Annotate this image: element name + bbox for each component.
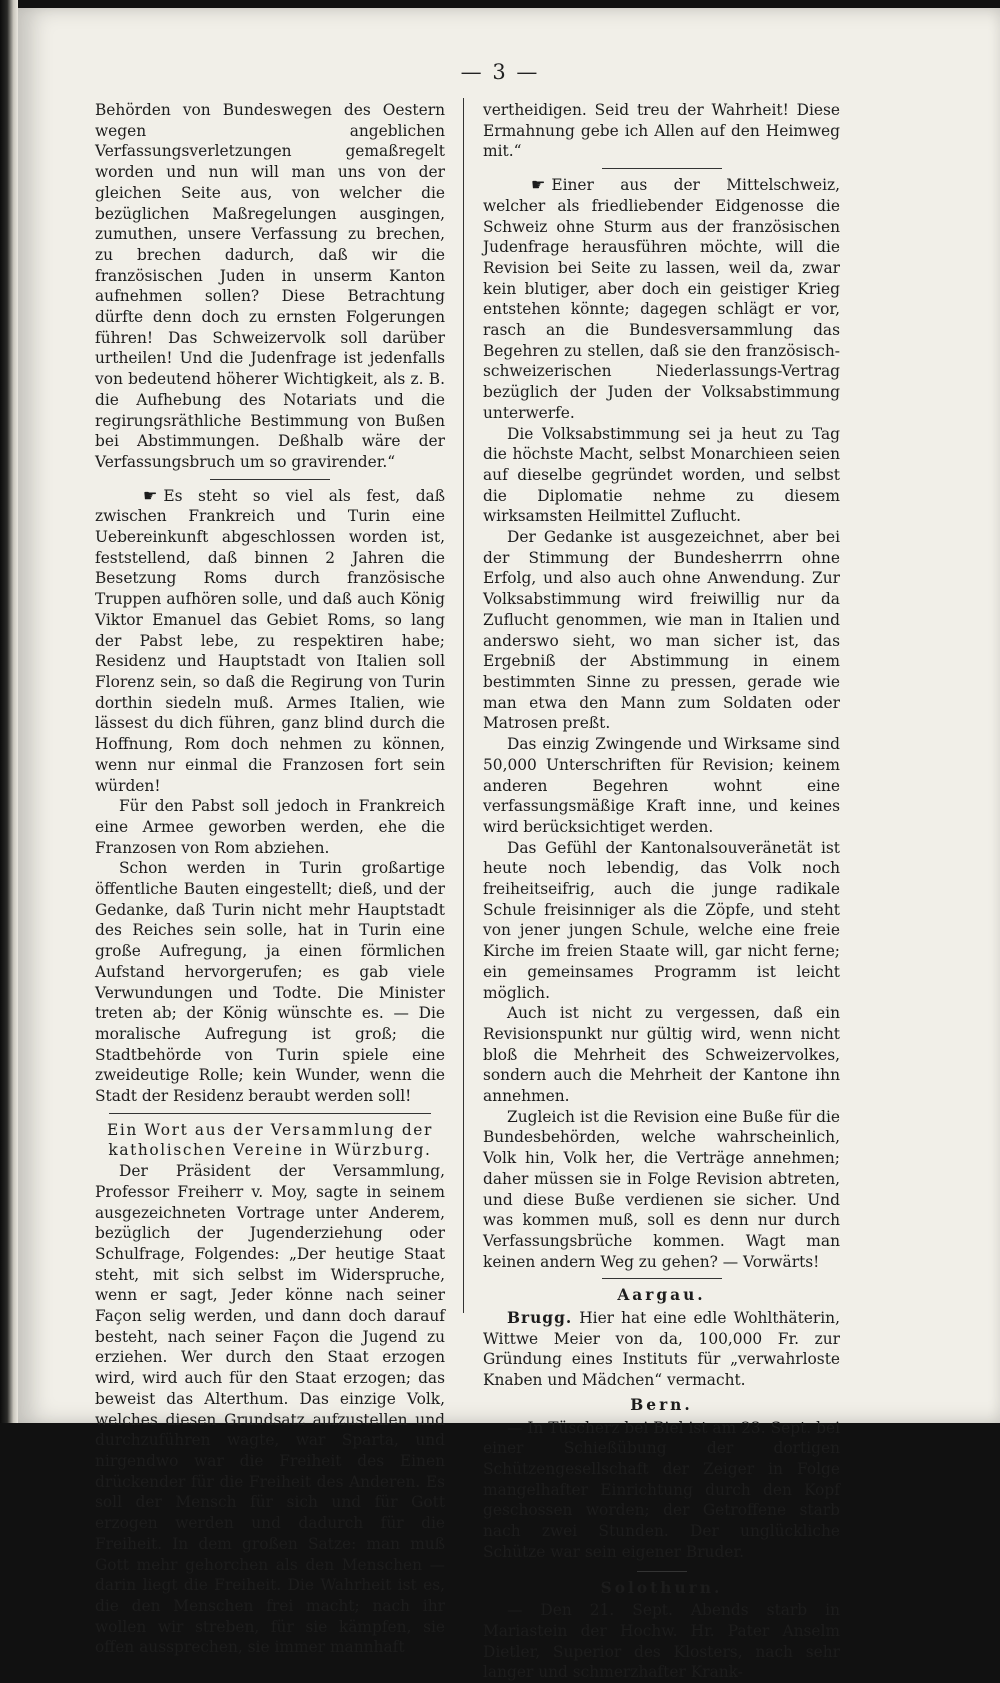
- left-paragraph-1: Behörden von Bundeswegen des Oestern wegen angeblichen Verfassungsverletzungen gemaßregelt worden und nun will man uns von der gleichen Seite aus, von welcher die bezüglichen Maßregelungen ausgingen, zumuthen, unsere Verfassung zu brechen, zu brechen dadurch, daß wir die französischen Juden in unserm Kanton aufnehmen sollen? Diese Betrachtung dürfte denn doch zu ernsten Folgerungen führen! Das Schweizervolk soll darüber urtheilen! Und die Judenfrage ist jedenfalls von bedeutend höherer Wichtigkeit, als z. B. die Aufhebung des Notariats und die regirungsräthliche Bestimmung von Bußen bei Abstimmungen. Deßhalb wäre der Verfassungsbruch um so gravirender.“: [95, 101, 445, 471]
- article-heading-line-2: katholischen Vereine in Würzburg.: [108, 1141, 432, 1160]
- left-paragraph-5: Der Präsident der Versammlung, Professor Freiherr v. Moy, sagte in seinem ausgezeichneten Vortrage unter Anderem, bezüglich der Jugenderziehung oder Schulfrage, Folgendes: „Der heutige Staat steht, mit sich selbst im Widerspruche, wenn er sagt, Jeder könne nach seiner Façon selig werden, und dann doch darauf besteht, nach seiner Façon die Jugend zu erziehen. Wer durch den Staat erzogen wird, wird auch für den Staat erzogen; das beweist das Alterthum. Das einzige Volk, welches diesen Grundsatz aufzustellen und durchzuführen wagte, war Sparta, und nirgendwo war die Freiheit des Einen drückender für die Freiheit des Anderen. Es soll der Mensch für sich und für Gott erzogen werden und dadurch für die Freiheit. In dem großen Satze: man muß Gott mehr gehorchen als den Menschen — darin liegt die Freiheit. Die Wahrheit ist es, die den Menschen frei macht; nach ihr wollen wir streben, für sie kämpfen, sie offen aussprechen, sie immer mannhaft: [95, 1162, 445, 1657]
- bern-paragraph: — In Tüscherz bei Biel ist am 23. Sept. bei einer Schießübung der dortigen Schützengesellschaft der Zeiger in Folge mangelhafter Einrichtung durch den Kopf geschossen worden; der Getroffene starb nach zwei Stunden. Der unglückliche Schütze war sein eigener Bruder.: [483, 1418, 840, 1561]
- column-divider: [463, 98, 464, 1313]
- right-paragraph-7: Auch ist nicht zu vergessen, daß ein Revisionspunkt nur gültig wird, wenn nicht bloß die Mehrheit des Schweizervolkes, sondern auch die Mehrheit der Kantone ihn annehmen.: [483, 1004, 840, 1106]
- right-column: [483, 100, 840, 1683]
- section-divider: [637, 1571, 687, 1572]
- right-paragraph-6: Das Gefühl der Kantonalsouveränetät ist heute noch lebendig, das Volk noch freiheitseifrig, auch die junge radikale Schule freisinniger als die Zöpfe, und steht von jener jungen Schule, welche eine freie Kirche im freien Staate will, gar nicht ferne; ein gemeinsames Programm ist leicht möglich.: [483, 838, 840, 1002]
- section-divider: [602, 168, 722, 169]
- left-paragraph-4: Schon werden in Turin großartige öffentliche Bauten eingestellt; dieß, und der Gedanke, daß Turin nicht mehr Hauptstadt des Reiches sein solle, hat in Turin eine große Aufregung, ja einen förmlichen Aufstand hervorgerufen; es gab viele Verwundungen und Todte. Die Minister treten ab; der König wünschte es. — Die moralische Aufregung ist groß; die Stadtbehörde von Turin spiele eine zweideutige Rolle; kein Wunder, wenn die Stadt der Residenz beraubt werden soll!: [95, 859, 445, 1106]
- section-divider: [109, 1113, 431, 1114]
- solothurn-paragraph: — Den 21. Sept. Abends starb in Mariastein der Hochw. Hr. Pater Anselm Dietler, Superior des Klosters, nach sehr langer und schmerzhafter Krank-: [483, 1601, 840, 1682]
- left-column: [95, 100, 445, 1658]
- right-paragraph-1: vertheidigen. Seid treu der Wahrheit! Diese Ermahnung gebe ich Allen auf den Heimweg mit.“: [483, 101, 840, 161]
- left-paragraph-3: Für den Pabst soll jedoch in Frankreich eine Armee geworben werden, ehe die Franzosen von Rom abziehen.: [95, 797, 445, 857]
- right-paragraph-3: Die Volksabstimmung sei ja heut zu Tag die höchste Macht, selbst Monarchieen seien auf dieselbe gegründet worden, und selbst die Diplomatie nehme zu diesem wirksamsten Heilmittel Zuflucht.: [483, 424, 840, 526]
- right-paragraph-4: Der Gedanke ist ausgezeichnet, aber bei der Stimmung der Bundesherrrn ohne Erfolg, und also auch ohne Anwendung. Zur Volksabstimmung wird freiwillig nur da Zuflucht genommen, wie man in Italien und anderswo sieht, wo man sicher ist, das Ergebniß der Abstimmung in einem bestimmten Sinne zu pressen, gerade wie man etwa den Mann zum Soldaten oder Matrosen preßt.: [483, 528, 840, 733]
- right-paragraph-2-text: Einer aus der Mittelschweiz, welcher als friedliebender Eidgenosse die Schweiz ohne Sturm aus der französischen Judenfrage herausführen möchte, will die Revision bei Seite zu lassen, weil da, zwar kein blutiger, aber doch ein geistiger Krieg entstehen könnte; dagegen schlägt er vor, rasch an die Bundesversammlung das Begehren zu stellen, daß sie den französisch-schweizerischen Niederlassungs-Vertrag bezüglich der Juden der Volksabstimmung unterwerfe.: [483, 176, 840, 422]
- right-paragraph-2: [483, 175, 840, 423]
- section-divider: [210, 479, 330, 480]
- section-heading-bern: Bern.: [630, 1395, 693, 1414]
- section-divider: [602, 1278, 722, 1279]
- dateline-brugg: Brugg.: [507, 1309, 573, 1328]
- pointing-hand-icon: ☛: [143, 485, 158, 505]
- right-paragraph-8: Zugleich ist die Revision eine Buße für die Bundesbehörden, welche wahrscheinlich, Volk hin, Volk her, die Verträge annehmen; daher müssen sie in Folge Revision abtreten, und diese Buße verdienen sie sicher. Und was kommen muß, soll es denn nur durch Verfassungsbrüche kommen. Wagt man keinen andern Weg zu gehen? — Vorwärts!: [483, 1107, 840, 1271]
- aargau-paragraph: [483, 1308, 840, 1391]
- article-heading-line-1: Ein Wort aus der Versammlung der: [107, 1120, 433, 1139]
- page-gutter-shadow: [0, 0, 18, 1423]
- left-paragraph-2: [95, 486, 445, 797]
- page-number: — 3 —: [460, 60, 540, 84]
- pointing-hand-icon: ☛: [531, 175, 546, 195]
- left-paragraph-2-text: Es steht so viel als fest, daß zwischen Frankreich und Turin eine Uebereinkunft abgeschlossen worden ist, feststellend, daß binnen 2 Jahren die Besetzung Roms durch französische Truppen aufhören solle, und daß auch König Viktor Emanuel das Gebiet Roms, so lang der Pabst lebe, zu respektiren habe; Residenz und Hauptstadt von Italien soll Florenz sein, so daß die Regirung von Turin dorthin siedeln muß. Armes Italien, wie lässest du dich führen, ganz blind durch die Hoffnung, Rom doch nehmen zu können, wenn nur einmal die Franzosen fort sein würden!: [95, 486, 445, 795]
- section-heading-aargau: Aargau.: [617, 1286, 706, 1305]
- right-paragraph-5: Das einzig Zwingende und Wirksame sind 50,000 Unterschriften für Revision; keinem anderen Begehren wohnt eine verfassungsmäßige Kraft inne, und keines wird berücksichtiget werden.: [483, 735, 840, 836]
- section-heading-solothurn: Solothurn.: [600, 1578, 723, 1597]
- aargau-text: Hier hat eine edle Wohlthäterin, Wittwe Meier von da, 100,000 Fr. zur Gründung eines Instituts für „verwahrloste Knaben und Mädchen“ vermacht.: [483, 1309, 840, 1390]
